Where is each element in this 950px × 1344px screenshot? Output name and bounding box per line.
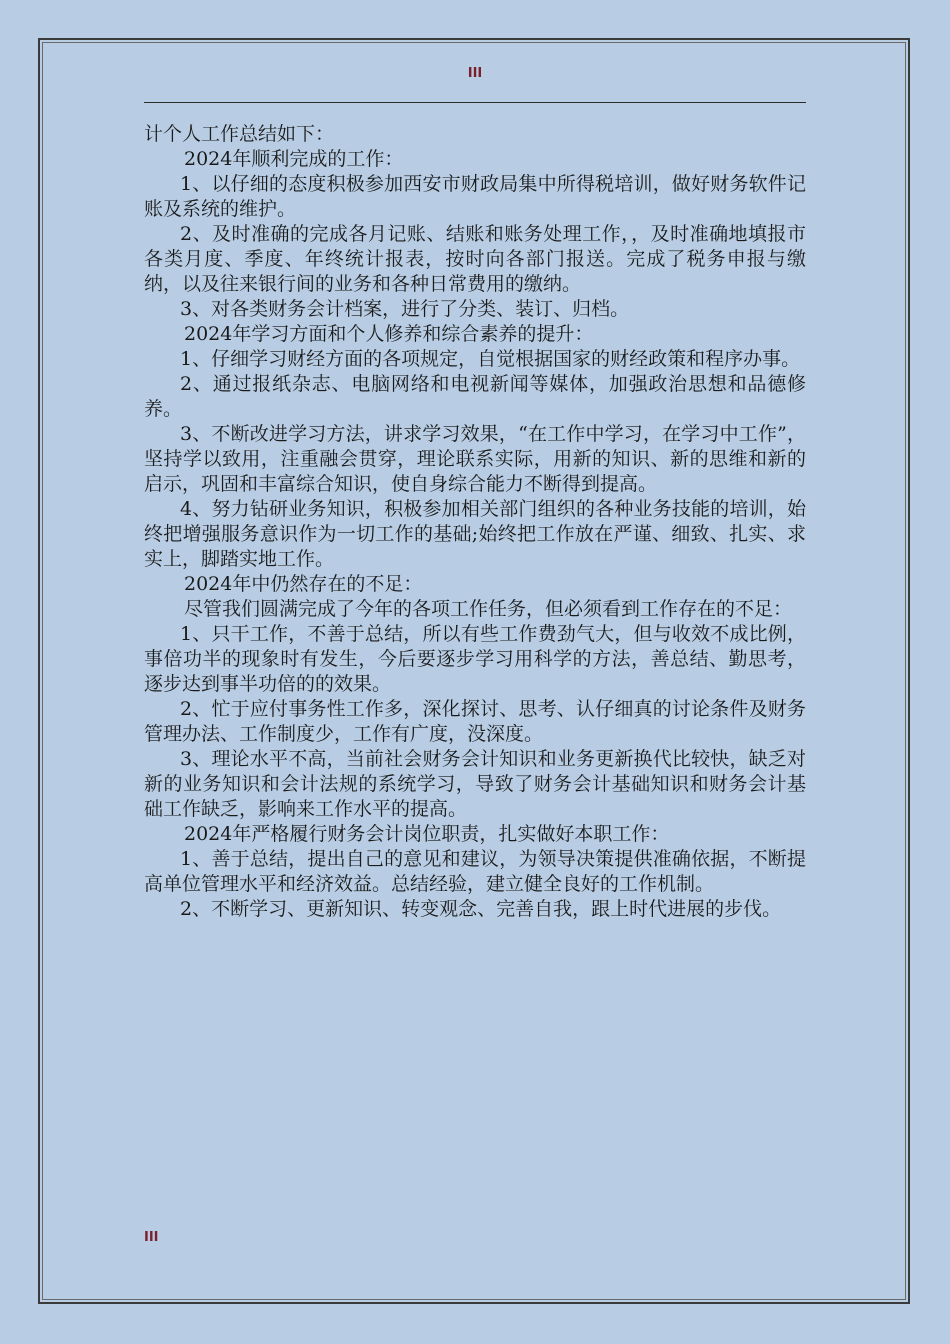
body-paragraph: 1、善于总结，提出自己的意见和建议，为领导决策提供准确依据，不断提高单位管理水平和经济效益。总结经验，建立健全良好的工作机制。 xyxy=(144,848,806,895)
header-divider xyxy=(144,102,806,103)
section-heading-shortcomings: 2024年中仍然存在的不足： xyxy=(184,573,423,595)
section-heading-learning: 2024年学习方面和个人修养和综合素养的提升： xyxy=(184,323,594,345)
body-paragraph: 尽管我们圆满完成了今年的各项工作任务，但必须看到工作存在的不足： xyxy=(184,598,793,620)
body-paragraph: 2、及时准确的完成各月记账、结账和账务处理工作，，及时准确地填报市各类月度、季度、年终统计报表，按时向各部门报送。完成了税务申报与缴纳，以及往来银行间的业务和各种日常费用的缴纳。 xyxy=(144,223,806,295)
page-header-mark: III xyxy=(467,66,483,81)
body-paragraph: 1、仔细学习财经方面的各项规定，自觉根据国家的财经政策和程序办事。 xyxy=(180,348,801,370)
body-paragraph: 2、通过报纸杂志、电脑网络和电视新闻等媒体，加强政治思想和品德修养。 xyxy=(144,373,806,420)
body-paragraph: 2、不断学习、更新知识、转变观念、完善自我，跟上时代进展的步伐。 xyxy=(180,898,782,920)
document-body xyxy=(144,122,806,922)
body-paragraph: 3、对各类财务会计档案，进行了分类、装订、归档。 xyxy=(180,298,630,320)
page-footer-mark: III xyxy=(144,1230,159,1245)
body-paragraph: 1、以仔细的态度积极参加西安市财政局集中所得税培训，做好财务软件记账及系统的维护。 xyxy=(144,173,806,220)
intro-line: 计个人工作总结如下： xyxy=(144,123,335,145)
section-heading-completed-work: 2024年顺利完成的工作： xyxy=(184,148,404,170)
section-heading-duties: 2024年严格履行财务会计岗位职责，扎实做好本职工作： xyxy=(184,823,670,845)
body-paragraph: 3、理论水平不高，当前社会财务会计知识和业务更新换代比较快，缺乏对新的业务知识和会计法规的系统学习，导致了财务会计基础知识和财务会计基础工作缺乏，影响来工作水平的提高。 xyxy=(144,748,806,820)
body-paragraph: 2、忙于应付事务性工作多，深化探讨、思考、认仔细真的讨论条件及财务管理办法、工作制度少，工作有广度，没深度。 xyxy=(144,698,806,745)
body-paragraph: 1、只干工作，不善于总结，所以有些工作费劲气大，但与收效不成比例，事倍功半的现象时有发生，今后要逐步学习用科学的方法，善总结、勤思考，逐步达到事半功倍的的效果。 xyxy=(144,623,806,695)
body-paragraph: 3、不断改进学习方法，讲求学习效果，“在工作中学习，在学习中工作”，坚持学以致用，注重融会贯穿，理论联系实际，用新的知识、新的思维和新的启示，巩固和丰富综合知识，使自身综合能力不断得到提高。 xyxy=(144,423,806,495)
body-paragraph: 4、努力钻研业务知识，积极参加相关部门组织的各种业务技能的培训，始终把增强服务意识作为一切工作的基础;始终把工作放在严谨、细致、扎实、求实上，脚踏实地工作。 xyxy=(144,498,806,570)
